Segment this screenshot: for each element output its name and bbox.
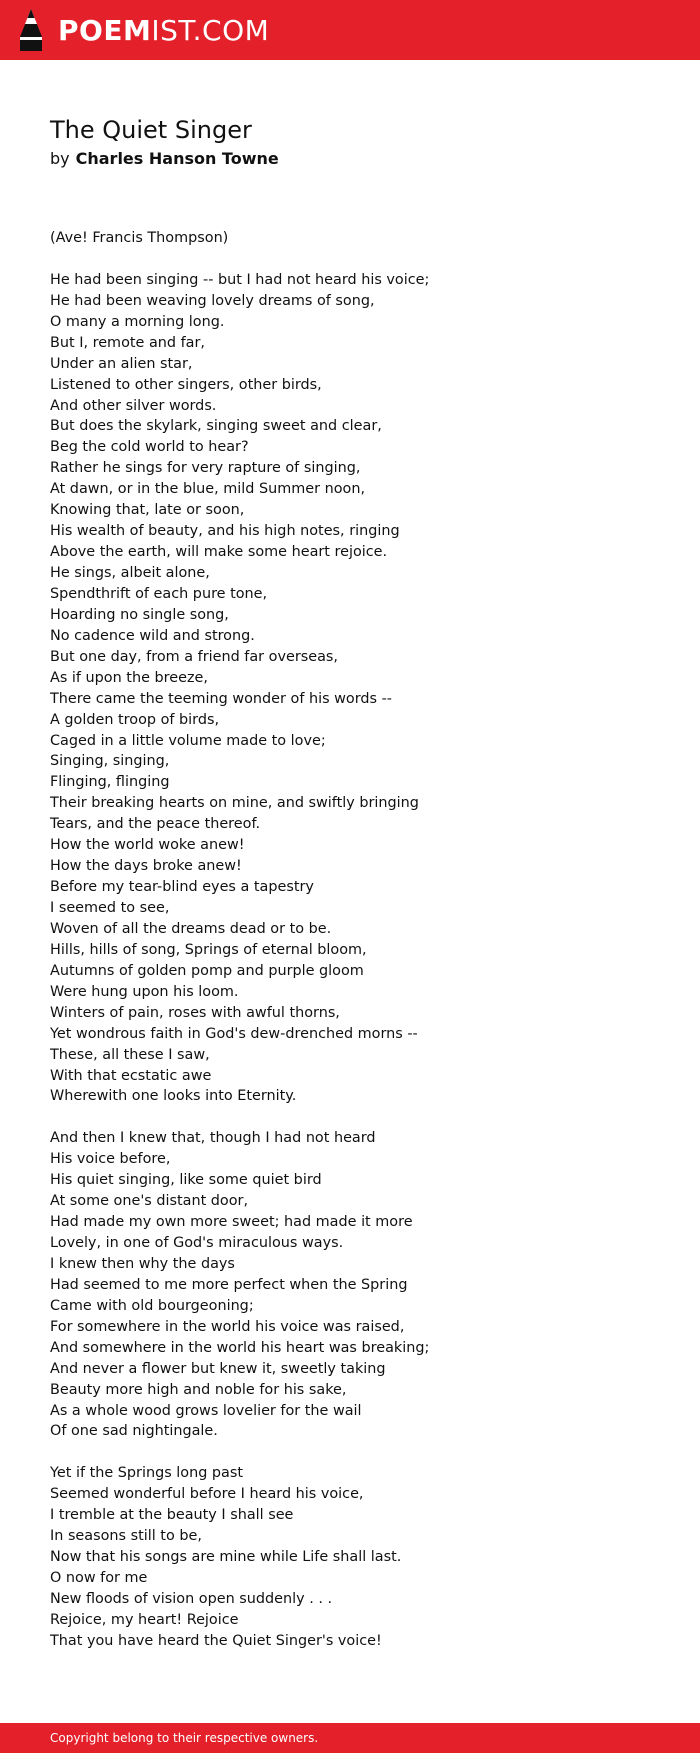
poem-line: Yet if the Springs long past [50, 1465, 244, 1482]
poem-line: For somewhere in the world his voice was raised, [50, 1318, 405, 1335]
poem-line: And never a flower but knew it, sweetly taking [50, 1360, 386, 1377]
poem-line: As a whole wood grows lovelier for the wail [50, 1402, 362, 1419]
poem-line: Knowing that, late or soon, [50, 502, 245, 519]
poem-content [50, 112, 670, 1652]
poem-line: His quiet singing, like some quiet bird [50, 1172, 322, 1189]
poem-line: Listened to other singers, other birds, [50, 376, 322, 393]
poem-line: These, all these I saw, [50, 1046, 210, 1063]
poem-line: Caged in a little volume made to love; [50, 732, 326, 749]
byline [50, 148, 670, 170]
stanza-break [50, 249, 670, 270]
pen-nib-icon [18, 9, 44, 51]
poem-line: Above the earth, will make some heart rejoice. [50, 544, 388, 561]
poem-line: Seemed wonderful before I heard his voice, [50, 1486, 364, 1503]
poem-line: Tears, and the peace thereof. [50, 816, 261, 833]
poem-title: The Quiet Singer [50, 116, 252, 144]
poem-line: New floods of vision open suddenly . . . [50, 1590, 333, 1607]
poem-line: Hoarding no single song, [50, 606, 229, 623]
poem-line: Had made my own more sweet; had made it more [50, 1214, 413, 1231]
poem-line: At dawn, or in the blue, mild Summer noon, [50, 481, 366, 498]
poem-line: I seemed to see, [50, 900, 170, 916]
poem-line: He sings, albeit alone, [50, 565, 210, 581]
poem-line: But I, remote and far, [50, 334, 205, 351]
poem-line: Lovely, in one of God's miraculous ways. [50, 1235, 344, 1251]
poem-line: With that ecstatic awe [50, 1067, 212, 1084]
poem-line: But one day, from a friend far overseas, [50, 648, 339, 665]
poem-line: And somewhere in the world his heart was breaking; [50, 1339, 430, 1356]
stanza-break [50, 1107, 670, 1128]
by-label: by [50, 149, 70, 168]
poem-line: O now for me [50, 1570, 148, 1586]
poem-body [50, 228, 670, 1652]
stanza-break [50, 1442, 670, 1463]
poem-line: How the days broke anew! [50, 858, 242, 875]
poem-line: O many a morning long. [50, 313, 225, 330]
logo-bold-text: POEM [58, 13, 152, 47]
poem-line: Winters of pain, roses with awful thorns, [50, 1004, 340, 1021]
poem-line: Before my tear-blind eyes a tapestry [50, 879, 314, 896]
poem-line: Rejoice, my heart! Rejoice [50, 1611, 239, 1628]
poem-line: Wherewith one looks into Eternity. [50, 1088, 297, 1105]
poem-line: At some one's distant door, [50, 1193, 249, 1210]
author-name: Charles Hanson Towne [75, 149, 279, 168]
poem-line: His wealth of beauty, and his high notes, ringing [50, 523, 400, 540]
poem-line: Beauty more high and noble for his sake, [50, 1381, 347, 1398]
poem-line: Woven of all the dreams dead or to be. [50, 920, 332, 937]
poem-line: Rather he sings for very rapture of singing, [50, 460, 361, 477]
poem-line: Spendthrift of each pure tone, [50, 585, 268, 602]
poem-line: How the world woke anew! [50, 837, 245, 854]
poem-line: I tremble at the beauty I shall see [50, 1507, 294, 1524]
poem-line: No cadence wild and strong. [50, 627, 255, 644]
poem-line: In seasons still to be, [50, 1528, 202, 1545]
poem-line: There came the teeming wonder of his words -- [50, 690, 392, 707]
poem-line: I knew then why the days [50, 1255, 235, 1272]
site-logo-text [58, 14, 269, 47]
poem-line: Flinging, flinging [50, 774, 170, 791]
poem-line: Were hung upon his loom. [50, 983, 239, 1000]
poem-line: Their breaking hearts on mine, and swiftly bringing [50, 795, 419, 812]
poem-line: His voice before, [50, 1151, 171, 1168]
poem-line: Under an alien star, [50, 355, 193, 372]
poem-line: Came with old bourgeoning; [50, 1297, 254, 1314]
poem-line: A golden troop of birds, [50, 711, 220, 728]
poem-line: And then I knew that, though I had not heard [50, 1130, 376, 1147]
poem-line: Autumns of golden pomp and purple gloom [50, 962, 364, 979]
site-logo[interactable] [18, 9, 269, 51]
poem-line: But does the skylark, singing sweet and clear, [50, 418, 382, 435]
poem-line: He had been weaving lovely dreams of song, [50, 292, 375, 309]
poem-line: Beg the cold world to hear? [50, 439, 249, 456]
poem-line: That you have heard the Quiet Singer's voice! [50, 1632, 382, 1649]
poem-line: Now that his songs are mine while Life shall last. [50, 1549, 402, 1566]
poem-line: As if upon the breeze, [50, 669, 208, 686]
poem-dedication: (Ave! Francis Thompson) [50, 230, 229, 246]
poem-line: Hills, hills of song, Springs of eternal bloom, [50, 941, 367, 958]
poem-line: Singing, singing, [50, 753, 170, 770]
copyright-text: Copyright belong to their respective owners. [50, 1731, 319, 1745]
poem-line: Of one sad nightingale. [50, 1423, 218, 1440]
logo-thin-text: IST.COM [151, 13, 270, 47]
site-header [0, 0, 700, 60]
poem-line: He had been singing -- but I had not heard his voice; [50, 271, 430, 288]
site-footer [0, 1723, 700, 1753]
poem-line: Had seemed to me more perfect when the Spring [50, 1276, 408, 1293]
poem-line: Yet wondrous faith in God's dew-drenched morns -- [50, 1025, 418, 1042]
poem-line: And other silver words. [50, 397, 217, 414]
